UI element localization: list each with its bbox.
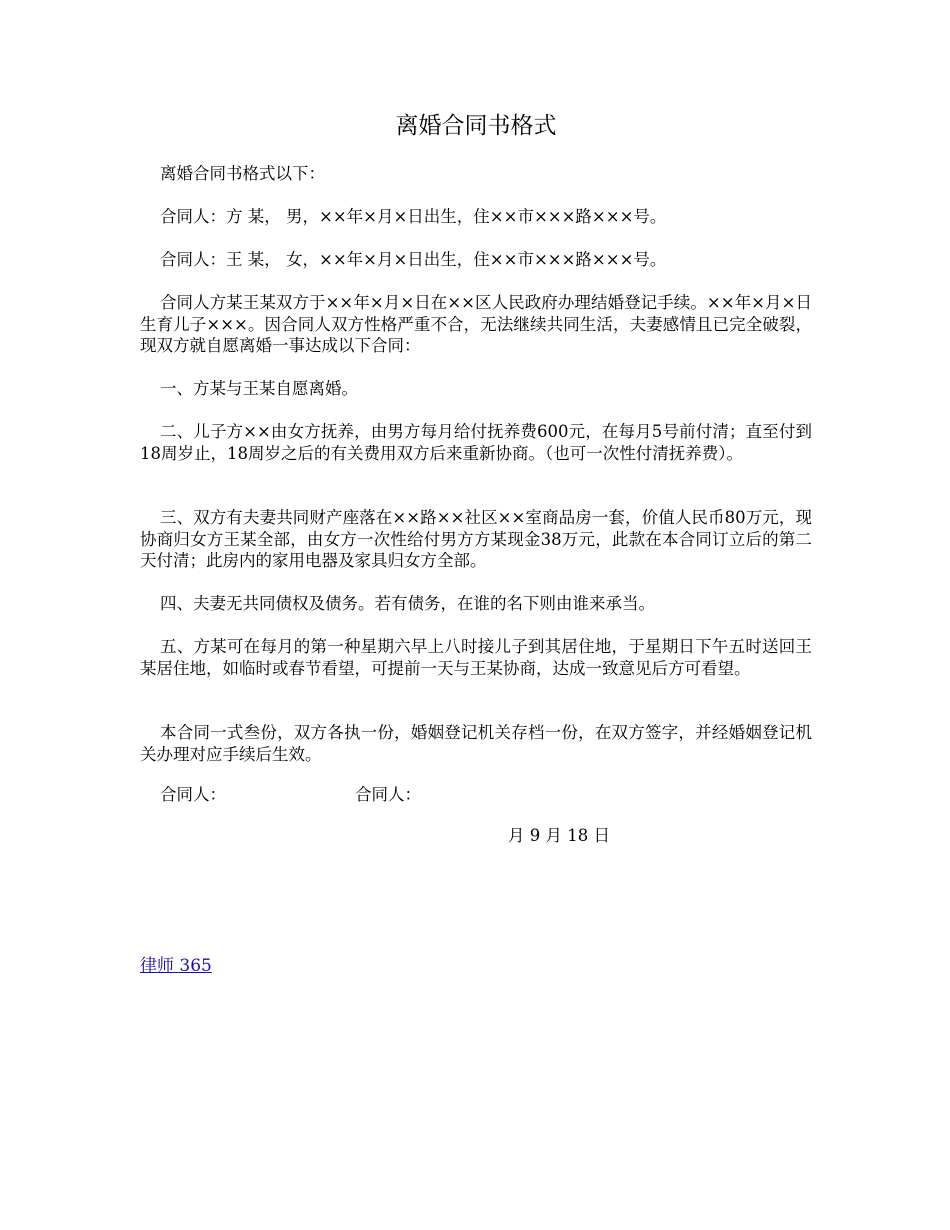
paragraph-clause-2: 二、儿子方××由女方抚养，由男方每月给付抚养费600元，在每月5号前付清；直至付到18周岁止，18周岁之后的有关费用双方后来重新协商。（也可一次性付清抚养费）。 xyxy=(140,422,812,463)
document-title: 离婚合同书格式 xyxy=(395,113,557,139)
paragraph-background: 合同人方某王某双方于××年×月×日在××区人民政府办理结婚登记手续。××年×月×日生育儿子×××。因合同人双方性格严重不合，无法继续共同生活，夫妻感情且已完全破裂，现双方就自愿离婚一事达成以下合同： xyxy=(140,293,812,355)
signature-right-label: 合同人： xyxy=(355,785,421,804)
footer-source-link[interactable]: 律师 365 xyxy=(140,956,212,976)
paragraph-intro: 离婚合同书格式以下： xyxy=(160,164,325,183)
paragraph-clause-1: 一、方某与王某自愿离婚。 xyxy=(160,379,358,398)
paragraph-party-a: 合同人：方 某， 男，××年×月×日出生，住××市×××路×××号。 xyxy=(160,207,667,226)
signature-left-label: 合同人： xyxy=(160,785,226,804)
paragraph-party-b: 合同人：王 某， 女，××年×月×日出生，住××市×××路×××号。 xyxy=(160,250,667,269)
paragraph-clause-3: 三、双方有夫妻共同财产座落在××路××社区××室商品房一套，价值人民币80万元，现协商归女方王某全部，由女方一次性给付男方方某现金38万元，此款在本合同订立后的第二天付清；此房内的家用电器及家具归女方全部。 xyxy=(140,508,812,570)
signature-row xyxy=(160,784,421,806)
paragraph-effect: 本合同一式叁份，双方各执一份，婚姻登记机关存档一份，在双方签字，并经婚姻登记机关办理对应手续后生效。 xyxy=(140,723,812,764)
signing-date: 月 9 月 18 日 xyxy=(508,826,610,845)
paragraph-clause-5: 五、方某可在每月的第一种星期六早上八时接儿子到其居住地，于星期日下午五时送回王某居住地，如临时或春节看望，可提前一天与王某协商，达成一致意见后方可看望。 xyxy=(140,637,812,678)
paragraph-clause-4: 四、夫妻无共同债权及债务。若有债务，在谁的名下则由谁来承当。 xyxy=(160,594,655,613)
